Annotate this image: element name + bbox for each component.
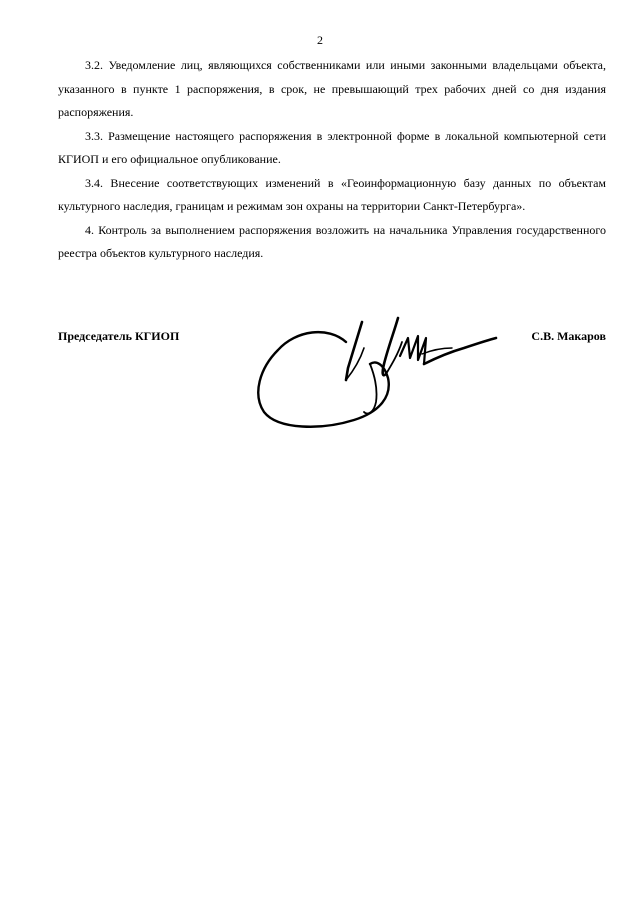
paragraph-3-3: 3.3. Размещение настоящего распоряжения в электронной форме в локальной компьютерной сети КГИОП и его официальное опубликование. [58,128,606,166]
signer-title: Председатель КГИОП [58,329,180,343]
document-body [58,54,606,266]
signature-block [58,328,606,348]
handwritten-signature [250,308,500,433]
signature-drawing [250,308,500,433]
page-number: 2 [317,33,323,47]
signer-name: С.В. Макаров [531,329,606,343]
paragraph-3-4: 3.4. Внесение соответствующих изменений в «Геоинформационную базу данных по объектам культурного наследия, границам и режимам зон охраны на территории Санкт-Петербурга». [58,175,606,213]
paragraph-4: 4. Контроль за выполнением распоряжения возложить на начальника Управления государственного реестра объектов культурного наследия. [58,222,606,260]
paragraph-3-2: 3.2. Уведомление лиц, являющихся собственниками или иными законными владельцами объекта, указанного в пункте 1 распоряжения, в срок, не превышающий трех рабочих дней со дня издания распоряжения. [58,58,606,119]
